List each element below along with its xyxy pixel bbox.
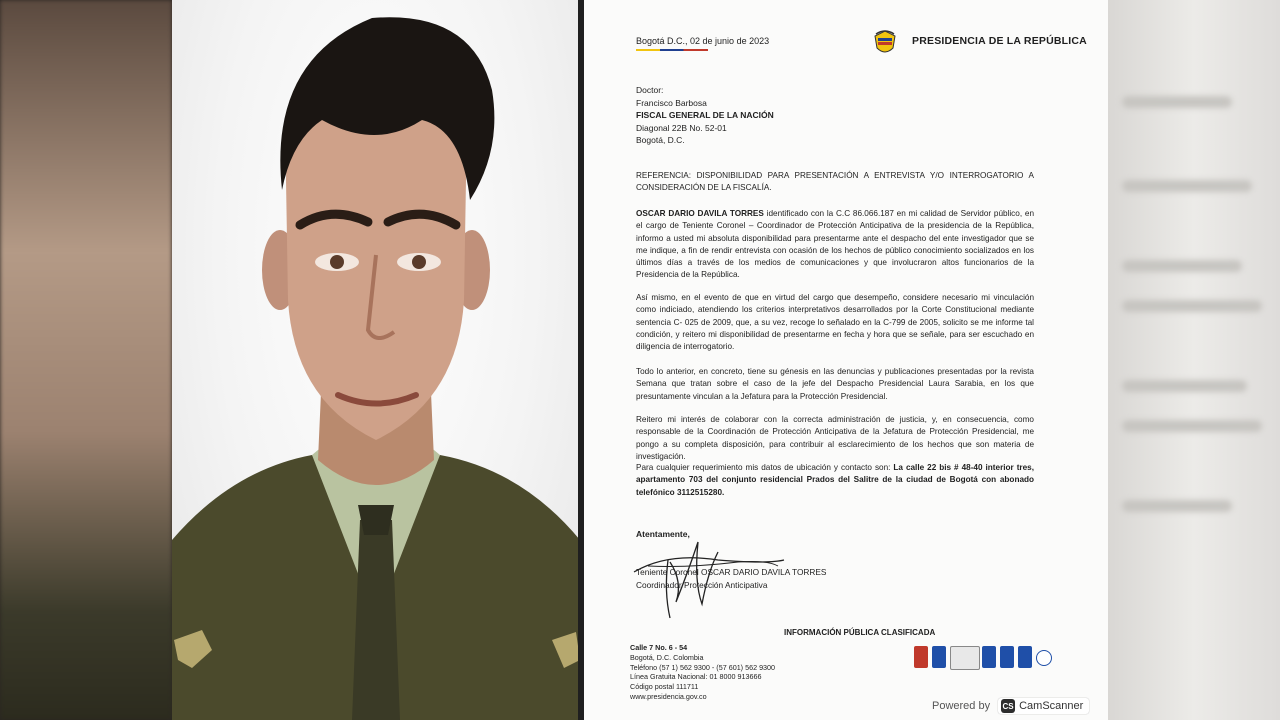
- letter-date: Bogotá D.C., 02 de junio de 2023: [636, 36, 770, 46]
- paragraph-3: Todo lo anterior, en concreto, tiene su génesis en las denuncias y publicaciones presentadas por la revista Semana que tratan sobre el caso de la jefe del Despacho Presidencial Laura Sarabia, en los que presuntamente vinculan a la Jefatura para la Protección Presidencial.: [636, 367, 1034, 401]
- certification-icon: [932, 646, 946, 668]
- paragraph-1-text: identificado con la C.C 86.066.187 en mi calidad de Servidor público, en el cargo de Teniente Coronel – Coordinador de Protección Anticipativa de la presidencia de la República, informo a usted mi absoluta disponibilidad para presentarme ante el despacho del ente investigador que se me indique, a fin de rendir entrevista con ocasión de los hechos de público conocimiento socializados en los últimos días a través de los medios de comunicaciones y que involucraron altos funcionarios de la Presidencia de la República.: [636, 209, 1035, 280]
- paragraph-5: [636, 462, 1034, 499]
- addressee-block: [636, 84, 774, 147]
- signer-role: Coordinador Protección Anticipativa: [636, 579, 768, 590]
- classification-label: INFORMACIÓN PÚBLICA CLASIFICADA: [784, 628, 936, 637]
- contact-intro: Para cualquier requerimiento mis datos de ubicación y contacto son:: [636, 463, 894, 472]
- flag-stripe: [636, 49, 708, 51]
- certification-icon: [982, 646, 996, 668]
- paragraph-1: [636, 208, 1034, 282]
- certification-icon: [1018, 646, 1032, 668]
- footer-line: www.presidencia.gov.co: [630, 691, 707, 701]
- certification-icon: [1000, 646, 1014, 668]
- camscanner-logo: [998, 698, 1089, 714]
- reference-line: REFERENCIA: DISPONIBILIDAD PARA PRESENTACIÓN A ENTREVISTA Y/O INTERROGATORIO A CONSIDERACIÓN DE LA FISCALÍA.: [636, 171, 1034, 193]
- declarant-name: OSCAR DARIO DAVILA TORRES: [636, 209, 764, 218]
- blurred-document-background: [1108, 0, 1280, 720]
- footer-line: Código postal 111711: [630, 682, 699, 692]
- camscanner-icon: CS: [1001, 699, 1015, 713]
- footer-line: Línea Gratuita Nacional: 01 8000 913666: [630, 672, 762, 682]
- certification-icon: [950, 646, 980, 670]
- certification-icon: [914, 646, 928, 668]
- camscanner-name: CamScanner: [1019, 700, 1084, 712]
- signer-block: [636, 566, 826, 591]
- addressee-street: Diagonal 22B No. 52-01: [636, 122, 727, 133]
- footer-line: Teléfono (57 1) 562 9300 - (57 601) 562 9300: [630, 662, 776, 672]
- certification-badges: [914, 646, 1054, 672]
- salutation: Doctor:: [636, 85, 664, 95]
- addressee-title: FISCAL GENERAL DE LA NACIÓN: [636, 110, 774, 121]
- addressee-city: Bogotá, D.C.: [636, 135, 685, 146]
- footer-line: Bogotá, D.C. Colombia: [630, 652, 704, 662]
- certification-icon: [1036, 650, 1052, 666]
- camscanner-watermark: [932, 696, 1089, 716]
- powered-by-label: Powered by: [932, 700, 991, 712]
- blurred-photo-background: [0, 0, 172, 720]
- signer-name: Teniente Coronel OSCAR DARIO DAVILA TORRES: [636, 567, 827, 577]
- portrait-photo: [172, 0, 580, 720]
- scanned-letter: [584, 0, 1108, 720]
- footer-address: [630, 643, 775, 702]
- contact-details: La calle 22 bis # 48-40 interior tres, apartamento 703 del conjunto residencial Prados del Salitre de la ciudad de Bogotá con abonado telefónico 3112515280.: [636, 463, 1034, 497]
- coat-of-arms-icon: [870, 28, 900, 58]
- footer-line: Calle 7 No. 6 - 54: [630, 643, 688, 652]
- paragraph-2: Así mismo, en el evento de que en virtud del cargo que desempeño, considere necesario mi vinculación como indiciado, atendiendo los criterios interpretativos desarrollados por la Corte Constitucional mediante sentencia C- 025 de 2009, que, a su vez, recoge lo señalado en la C-799 de 2005, solicito se me informe tal condición, y reitero mi disponibilidad de presentarme en fecha y hora que se señale, para ser escuchado en diligencia de interrogatorio.: [636, 293, 1034, 352]
- closing: Atentamente,: [636, 529, 690, 539]
- paragraph-4: Reitero mi interés de colaborar con la correcta administración de justicia, y, en consecuencia, como responsable de la Coordinación de Protección Anticipativa de la Jefatura de Protección Presidencial, me pongo a su completa disposición, para contribuir al esclarecimiento de los hechos que son materia de investigación.: [636, 415, 1034, 461]
- letterhead-entity: PRESIDENCIA DE LA REPÚBLICA: [912, 35, 1087, 47]
- addressee-name: Francisco Barbosa: [636, 97, 707, 108]
